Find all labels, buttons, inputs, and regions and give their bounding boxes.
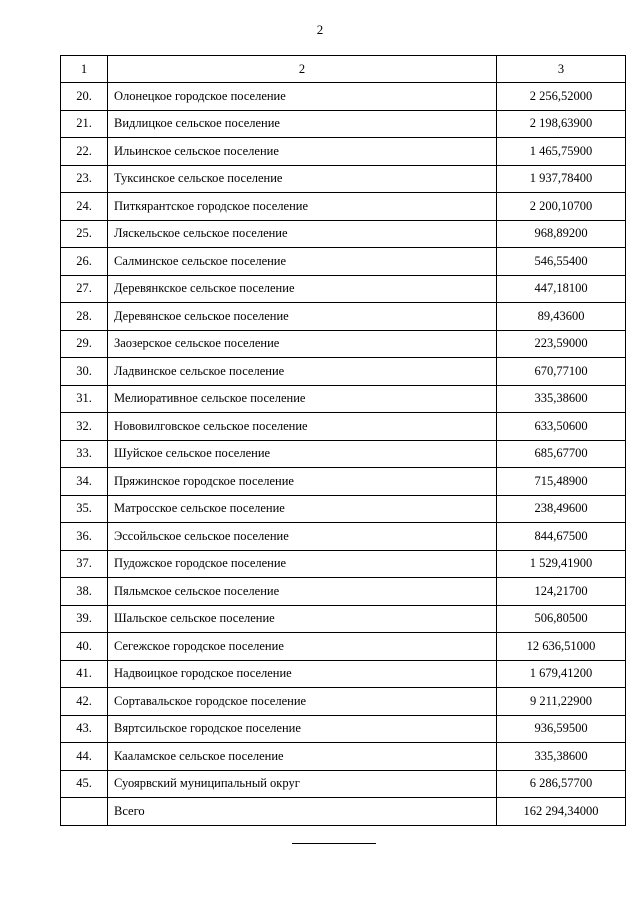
table-row bbox=[61, 248, 626, 276]
table-row bbox=[61, 193, 626, 221]
table-row bbox=[61, 220, 626, 248]
allocation-value: 335,38600 bbox=[497, 743, 626, 771]
row-number: 36. bbox=[61, 523, 108, 551]
row-number: 38. bbox=[61, 578, 108, 606]
allocation-table bbox=[60, 55, 626, 826]
table-header-row bbox=[61, 56, 626, 83]
row-number: 23. bbox=[61, 165, 108, 193]
settlement-name: Заозерское сельское поселение bbox=[108, 330, 497, 358]
allocation-value: 670,77100 bbox=[497, 358, 626, 386]
allocation-value: 685,67700 bbox=[497, 440, 626, 468]
allocation-value: 335,38600 bbox=[497, 385, 626, 413]
table-row bbox=[61, 523, 626, 551]
allocation-value: 1 937,78400 bbox=[497, 165, 626, 193]
row-number: 26. bbox=[61, 248, 108, 276]
settlement-name: Видлицкое сельское поселение bbox=[108, 110, 497, 138]
row-number: 29. bbox=[61, 330, 108, 358]
header-cell-3: 3 bbox=[497, 56, 626, 83]
table-row bbox=[61, 275, 626, 303]
table-row bbox=[61, 660, 626, 688]
settlement-name: Ляскельское сельское поселение bbox=[108, 220, 497, 248]
table-row bbox=[61, 358, 626, 386]
allocation-value: 223,59000 bbox=[497, 330, 626, 358]
allocation-value: 546,55400 bbox=[497, 248, 626, 276]
allocation-value: 2 200,10700 bbox=[497, 193, 626, 221]
settlement-name: Сортавальское городское поселение bbox=[108, 688, 497, 716]
table-row bbox=[61, 165, 626, 193]
allocation-value: 12 636,51000 bbox=[497, 633, 626, 661]
settlement-name: Деревянское сельское поселение bbox=[108, 303, 497, 331]
table-row bbox=[61, 468, 626, 496]
row-number: 31. bbox=[61, 385, 108, 413]
settlement-name: Матросское сельское поселение bbox=[108, 495, 497, 523]
row-number: 32. bbox=[61, 413, 108, 441]
row-number: 20. bbox=[61, 83, 108, 111]
table-row bbox=[61, 550, 626, 578]
footer-divider-line bbox=[292, 843, 376, 844]
table-row bbox=[61, 385, 626, 413]
table-row bbox=[61, 715, 626, 743]
settlement-name: Питкярантское городское поселение bbox=[108, 193, 497, 221]
header-cell-2: 2 bbox=[108, 56, 497, 83]
table-row bbox=[61, 770, 626, 798]
allocation-value: 506,80500 bbox=[497, 605, 626, 633]
total-value: 162 294,34000 bbox=[497, 798, 626, 826]
row-number: 24. bbox=[61, 193, 108, 221]
row-number: 39. bbox=[61, 605, 108, 633]
allocation-value: 1 529,41900 bbox=[497, 550, 626, 578]
header-cell-1: 1 bbox=[61, 56, 108, 83]
page-number: 2 bbox=[316, 22, 324, 37]
allocation-value: 968,89200 bbox=[497, 220, 626, 248]
row-number: 41. bbox=[61, 660, 108, 688]
row-number: 43. bbox=[61, 715, 108, 743]
settlement-name: Салминское сельское поселение bbox=[108, 248, 497, 276]
table-row bbox=[61, 743, 626, 771]
settlement-name: Кааламское сельское поселение bbox=[108, 743, 497, 771]
table-row bbox=[61, 633, 626, 661]
table-row bbox=[61, 303, 626, 331]
table-row bbox=[61, 83, 626, 111]
table-row bbox=[61, 138, 626, 166]
table-row bbox=[61, 688, 626, 716]
settlement-name: Туксинское сельское поселение bbox=[108, 165, 497, 193]
row-number: 25. bbox=[61, 220, 108, 248]
total-row bbox=[61, 798, 626, 826]
settlement-name: Ильинское сельское поселение bbox=[108, 138, 497, 166]
table-row bbox=[61, 578, 626, 606]
table-row bbox=[61, 605, 626, 633]
total-row-number bbox=[61, 798, 108, 826]
settlement-name: Шуйское сельское поселение bbox=[108, 440, 497, 468]
allocation-value: 1 465,75900 bbox=[497, 138, 626, 166]
allocation-value: 2 256,52000 bbox=[497, 83, 626, 111]
row-number: 40. bbox=[61, 633, 108, 661]
allocation-value: 936,59500 bbox=[497, 715, 626, 743]
settlement-name: Вяртсильское городское поселение bbox=[108, 715, 497, 743]
row-number: 27. bbox=[61, 275, 108, 303]
settlement-name: Пяльмское сельское поселение bbox=[108, 578, 497, 606]
row-number: 33. bbox=[61, 440, 108, 468]
settlement-name: Шальское сельское поселение bbox=[108, 605, 497, 633]
allocation-value: 2 198,63900 bbox=[497, 110, 626, 138]
allocation-value: 6 286,57700 bbox=[497, 770, 626, 798]
row-number: 45. bbox=[61, 770, 108, 798]
settlement-name: Деревянкское сельское поселение bbox=[108, 275, 497, 303]
total-label: Всего bbox=[108, 798, 497, 826]
allocation-value: 633,50600 bbox=[497, 413, 626, 441]
settlement-name: Мелиоративное сельское поселение bbox=[108, 385, 497, 413]
table-row bbox=[61, 330, 626, 358]
settlement-name: Надвоицкое городское поселение bbox=[108, 660, 497, 688]
table-row bbox=[61, 110, 626, 138]
settlement-name: Пряжинское городское поселение bbox=[108, 468, 497, 496]
row-number: 21. bbox=[61, 110, 108, 138]
row-number: 22. bbox=[61, 138, 108, 166]
table-row bbox=[61, 440, 626, 468]
allocation-value: 9 211,22900 bbox=[497, 688, 626, 716]
settlement-name: Нововилговское сельское поселение bbox=[108, 413, 497, 441]
row-number: 42. bbox=[61, 688, 108, 716]
table-row bbox=[61, 495, 626, 523]
settlement-name: Сегежское городское поселение bbox=[108, 633, 497, 661]
settlement-name: Суоярвский муниципальный округ bbox=[108, 770, 497, 798]
row-number: 34. bbox=[61, 468, 108, 496]
settlement-name: Пудожское городское поселение bbox=[108, 550, 497, 578]
row-number: 35. bbox=[61, 495, 108, 523]
allocation-value: 238,49600 bbox=[497, 495, 626, 523]
allocation-value: 715,48900 bbox=[497, 468, 626, 496]
allocation-value: 124,21700 bbox=[497, 578, 626, 606]
table-row bbox=[61, 413, 626, 441]
allocation-value: 447,18100 bbox=[497, 275, 626, 303]
settlement-name: Олонецкое городское поселение bbox=[108, 83, 497, 111]
row-number: 44. bbox=[61, 743, 108, 771]
row-number: 28. bbox=[61, 303, 108, 331]
settlement-name: Эссойльское сельское поселение bbox=[108, 523, 497, 551]
allocation-value: 844,67500 bbox=[497, 523, 626, 551]
row-number: 37. bbox=[61, 550, 108, 578]
allocation-value: 89,43600 bbox=[497, 303, 626, 331]
allocation-value: 1 679,41200 bbox=[497, 660, 626, 688]
row-number: 30. bbox=[61, 358, 108, 386]
settlement-name: Ладвинское сельское поселение bbox=[108, 358, 497, 386]
